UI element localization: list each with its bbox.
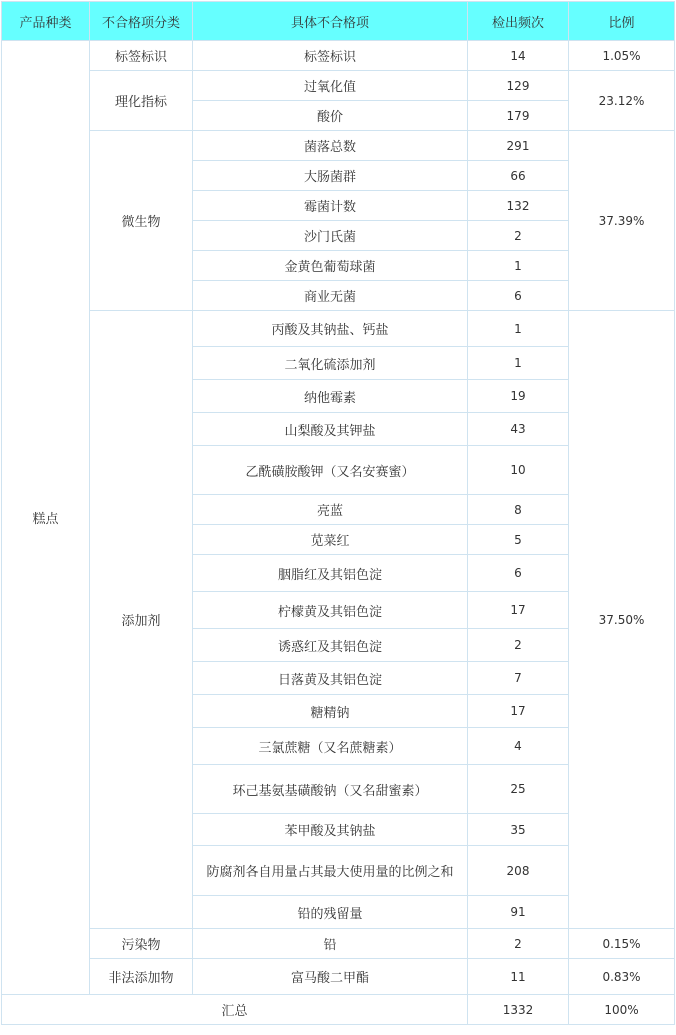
count-cell: 129 [468, 71, 569, 101]
header-category: 不合格项分类 [90, 2, 193, 41]
count-cell: 1 [468, 347, 569, 380]
product-cell: 糕点 [2, 41, 90, 995]
item-cell: 日落黄及其铝色淀 [193, 662, 468, 695]
item-cell: 标签标识 [193, 41, 468, 71]
count-cell: 6 [468, 281, 569, 311]
ratio-cell: 1.05% [569, 41, 675, 71]
item-cell: 霉菌计数 [193, 191, 468, 221]
count-cell: 35 [468, 814, 569, 846]
item-cell: 柠檬黄及其铝色淀 [193, 592, 468, 629]
count-cell: 8 [468, 495, 569, 525]
count-cell: 66 [468, 161, 569, 191]
item-cell: 菌落总数 [193, 131, 468, 161]
count-cell: 5 [468, 525, 569, 555]
table-row [2, 311, 675, 347]
item-cell: 亮蓝 [193, 495, 468, 525]
count-cell: 14 [468, 41, 569, 71]
table-row [2, 959, 675, 995]
item-cell: 苯甲酸及其钠盐 [193, 814, 468, 846]
item-cell: 过氧化值 [193, 71, 468, 101]
item-cell: 苋菜红 [193, 525, 468, 555]
count-cell: 10 [468, 446, 569, 495]
ratio-cell: 37.50% [569, 311, 675, 929]
count-cell: 25 [468, 765, 569, 814]
category-cell: 污染物 [90, 929, 193, 959]
count-cell: 7 [468, 662, 569, 695]
count-cell: 91 [468, 896, 569, 929]
header-row [2, 2, 675, 41]
count-cell: 2 [468, 221, 569, 251]
total-count: 1332 [468, 995, 569, 1025]
category-cell: 微生物 [90, 131, 193, 311]
table-row [2, 41, 675, 71]
item-cell: 富马酸二甲酯 [193, 959, 468, 995]
item-cell: 山梨酸及其钾盐 [193, 413, 468, 446]
item-cell: 酸价 [193, 101, 468, 131]
count-cell: 43 [468, 413, 569, 446]
item-cell: 环己基氨基磺酸钠（又名甜蜜素） [193, 765, 468, 814]
table-body [2, 41, 675, 995]
count-cell: 2 [468, 929, 569, 959]
header-count: 检出频次 [468, 2, 569, 41]
category-cell: 添加剂 [90, 311, 193, 929]
item-cell: 大肠菌群 [193, 161, 468, 191]
item-cell: 商业无菌 [193, 281, 468, 311]
header-product: 产品种类 [2, 2, 90, 41]
item-cell: 二氧化硫添加剂 [193, 347, 468, 380]
category-cell: 理化指标 [90, 71, 193, 131]
table-row [2, 131, 675, 161]
count-cell: 179 [468, 101, 569, 131]
item-cell: 纳他霉素 [193, 380, 468, 413]
category-cell: 标签标识 [90, 41, 193, 71]
table-row [2, 71, 675, 101]
nonconformity-table [1, 1, 675, 1025]
count-cell: 19 [468, 380, 569, 413]
count-cell: 291 [468, 131, 569, 161]
count-cell: 6 [468, 555, 569, 592]
item-cell: 胭脂红及其铝色淀 [193, 555, 468, 592]
count-cell: 17 [468, 695, 569, 728]
item-cell: 糖精钠 [193, 695, 468, 728]
ratio-cell: 0.83% [569, 959, 675, 995]
ratio-cell: 0.15% [569, 929, 675, 959]
total-label: 汇总 [2, 995, 468, 1025]
header-item: 具体不合格项 [193, 2, 468, 41]
total-ratio: 100% [569, 995, 675, 1025]
count-cell: 2 [468, 629, 569, 662]
header-ratio: 比例 [569, 2, 675, 41]
ratio-cell: 23.12% [569, 71, 675, 131]
count-cell: 11 [468, 959, 569, 995]
item-cell: 沙门氏菌 [193, 221, 468, 251]
count-cell: 208 [468, 846, 569, 896]
item-cell: 三氯蔗糖（又名蔗糖素） [193, 728, 468, 765]
item-cell: 诱惑红及其铝色淀 [193, 629, 468, 662]
count-cell: 132 [468, 191, 569, 221]
item-cell: 金黄色葡萄球菌 [193, 251, 468, 281]
item-cell: 乙酰磺胺酸钾（又名安赛蜜） [193, 446, 468, 495]
table-row [2, 929, 675, 959]
item-cell: 防腐剂各自用量占其最大使用量的比例之和 [193, 846, 468, 896]
count-cell: 17 [468, 592, 569, 629]
total-row [2, 995, 675, 1025]
category-cell: 非法添加物 [90, 959, 193, 995]
count-cell: 1 [468, 251, 569, 281]
count-cell: 4 [468, 728, 569, 765]
count-cell: 1 [468, 311, 569, 347]
item-cell: 铅的残留量 [193, 896, 468, 929]
item-cell: 丙酸及其钠盐、钙盐 [193, 311, 468, 347]
item-cell: 铅 [193, 929, 468, 959]
ratio-cell: 37.39% [569, 131, 675, 311]
